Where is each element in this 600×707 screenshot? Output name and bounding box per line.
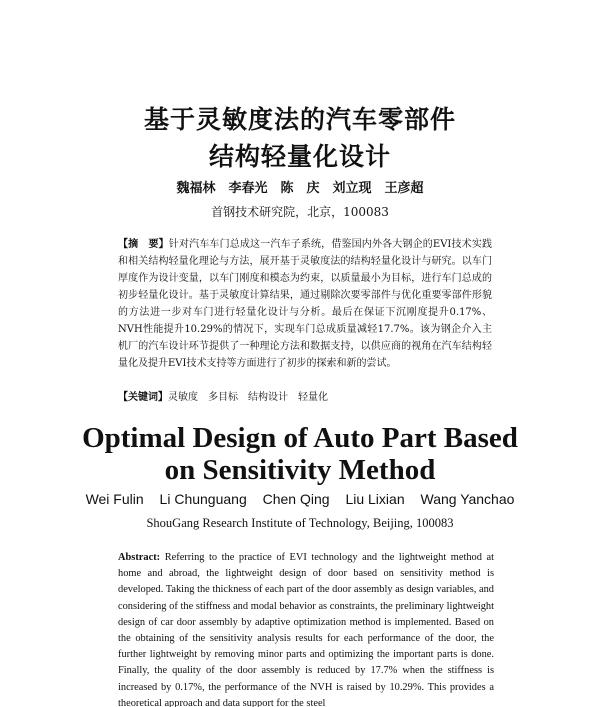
chinese-abstract-text: 针对汽车车门总成这一汽车子系统，借鉴国内外各大钢企的EVI技术实践和相关结构轻量化理论与方法，展开基于灵敏度法的结构轻量化设计与研究。以车门厚度作为设计变量，以车门刚度和模态为约束，以质量最小为目标，进行车门总成的初步轻量化设计。基于灵敏度计算结果，通过剔除次要零部件与优化重要零部件形貌的方法进一步对车门进行轻量化设计与分析。最后在保证下沉刚度提升0.17%、NVH性能提升10.29%的情况下，实现车门总成质量减轻17.7%。该为钢企介入主机厂的汽车设计环节提供了一种理论方法和数据支持，以供应商的视角在汽车结构轻量化及提升EVI技术支持等方面进行了初步的探索和新的尝试。 [118, 239, 492, 369]
english-affiliation: ShouGang Research Institute of Technology, Beijing, 100083 [146, 516, 454, 530]
chinese-keywords-text: 灵敏度 多目标 结构设计 轻量化 [168, 392, 328, 403]
chinese-title-line-1: 基于灵敏度法的汽车零部件 [143, 105, 456, 134]
author-name: Wei Fulin [85, 491, 144, 507]
chinese-abstract [118, 236, 492, 372]
author-name: Li Chunguang [159, 491, 247, 507]
chinese-keywords [118, 388, 492, 403]
chinese-authors: 魏福林 李春光 陈 庆 刘立现 王彦超 [176, 181, 424, 196]
author-name: Wang Yanchao [420, 491, 515, 507]
chinese-affiliation: 首钢技术研究院，北京，100083 [211, 205, 389, 219]
english-abstract-text: Referring to the practice of EVI technology and the lightweight method at home and abroad, the lightweight design of door based on sensitivity method is developed. Taking the thickness of each part of the door assembly as design variables, and considering of the stiffness and modal behavior as constraints, the preliminary lightweight design of car door assembly by adaptive optimization method is implemented. Based on the obtaining of the sensitivity analysis results for each performance of the door, the further lightweight by removing minor parts and optimizing the important parts is done. Finally, the quality of the door assembly is reduced by 17.7% when the stiffness is increased by 0.17%, the performance of the NVH is raised by 10.29%. This provides a theoretical approach and data support for the steel [118, 552, 494, 707]
author-name: Chen Qing [262, 491, 330, 507]
english-abstract-label: Abstract: [118, 552, 161, 563]
english-abstract [118, 550, 494, 707]
english-authors [0, 491, 600, 507]
chinese-abstract-label: 【摘 要】 [118, 239, 169, 250]
author-name: Liu Lixian [345, 491, 405, 507]
chinese-title-line-2: 结构轻量化设计 [208, 142, 391, 171]
english-title-line-2: on Sensitivity Method [164, 454, 436, 486]
english-title-line-1: Optimal Design of Auto Part Based [82, 422, 518, 454]
chinese-keywords-label: 【关键词】 [118, 392, 168, 403]
